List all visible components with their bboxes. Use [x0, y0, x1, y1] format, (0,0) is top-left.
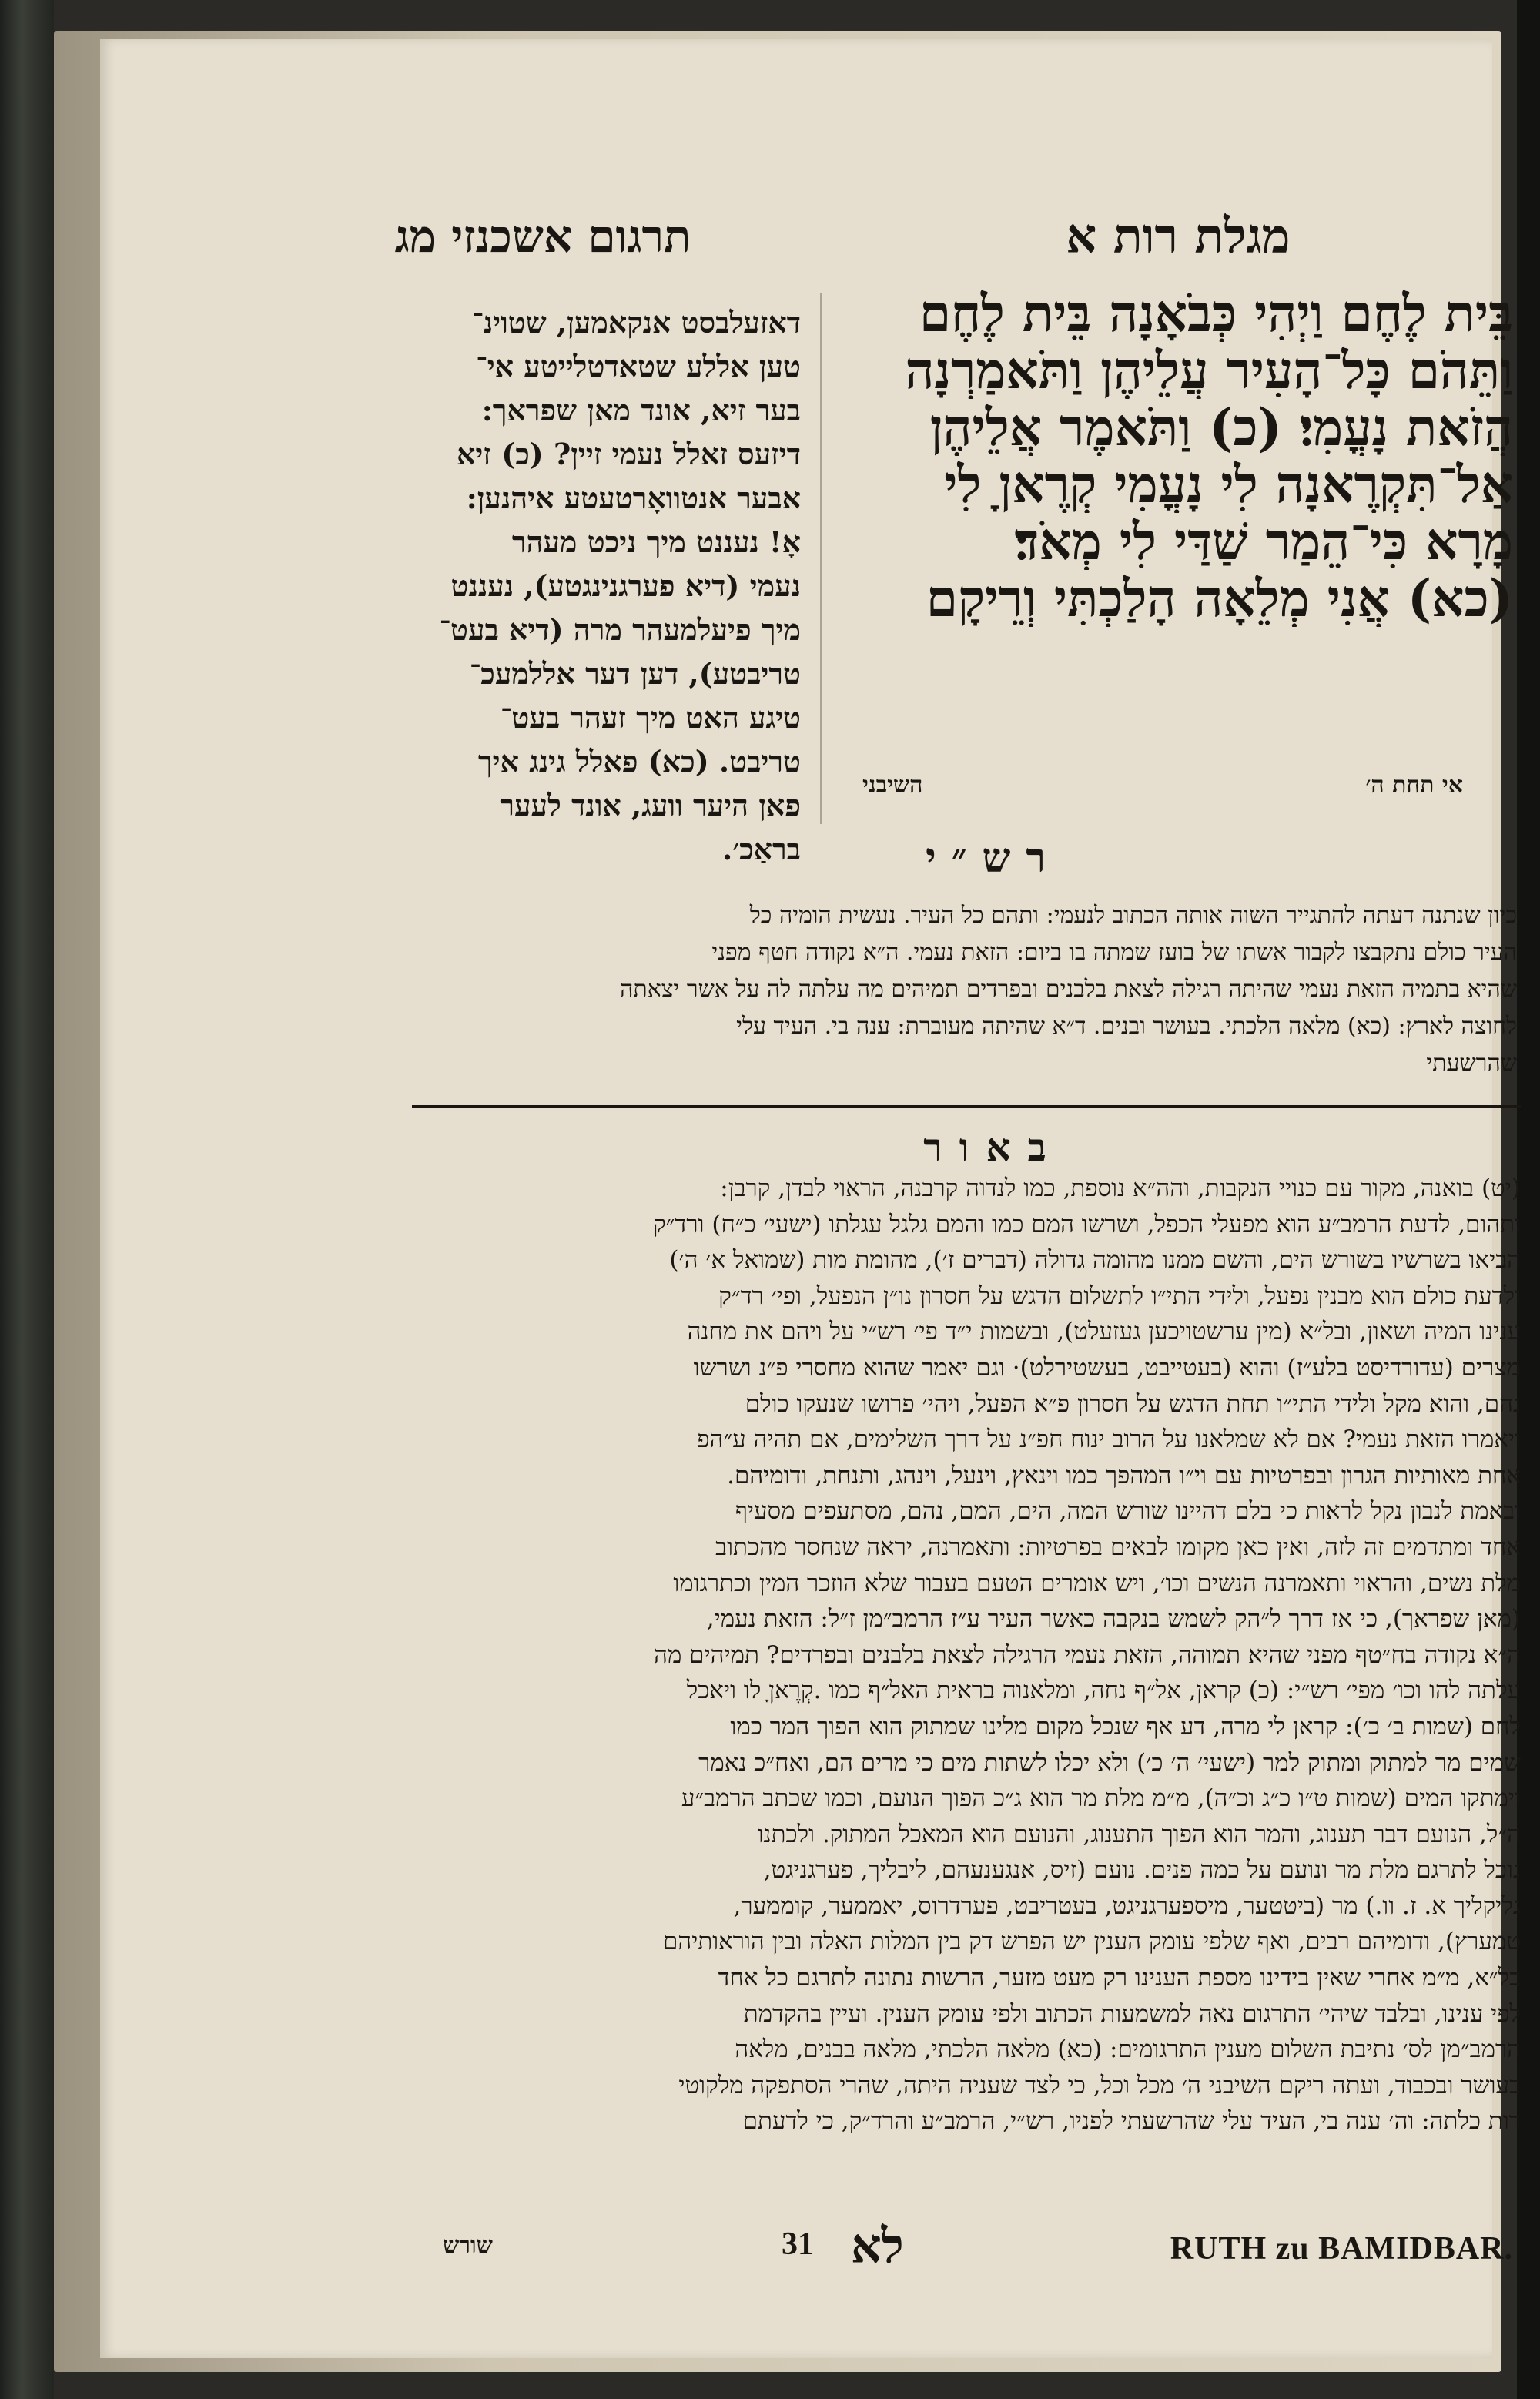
- targum-line: בראַכ׳.: [722, 832, 801, 866]
- catchword: שורש: [443, 2232, 493, 2259]
- biur-line: ה״ל, הנועם דבר תענוג, והמר הוא הפוך התענוג, והנועם הוא המאכל המתוק. ולכתנו: [757, 1820, 1521, 1848]
- rashi-line: שהרשעתי: [1426, 1050, 1517, 1077]
- page-number: 31: [782, 2226, 814, 2262]
- targum-line: טען אללע שטאדטלייטע אי־: [476, 349, 801, 384]
- biur-line: מלת נשים, והראוי ותאמרנה הנשים וכו׳, ויש אומרים הטעם בעבור שלא הוזכר המין וכתרגומו: [673, 1569, 1521, 1597]
- biur-line: ובאמת לנבון נקל לראות כי בלם דהיינו שורש המה, הים, המם, נהם, מסתעפים מסעיף: [735, 1497, 1521, 1526]
- biur-line: אחת מאותיות הגרון ובפרטיות עם וי״ו המהפך כמו וינאץ, וינעל, וינהג, ותנחת, ודומיהם.: [727, 1461, 1521, 1489]
- biur-line: ענינו המיה ושאון, ובל״א (מין ערשטויכען געזעלט), ובשמות י״ד פי׳ רש״י על ויהם את מחנה: [687, 1318, 1521, 1346]
- biur-line: (מאן שפראך), כי אז דרך ל״הק לשמש בנקבה כאשר העיר ע״ז הרמב״מן ז״ל: הזאת נעמי,: [706, 1605, 1521, 1633]
- targum-line: אבער אנטוואָרטעטע איהנען:: [466, 481, 801, 515]
- targum-line: טיגע האט מיך זעהר בעט־: [500, 700, 801, 735]
- biur-line: ה״א נקודה בח״טף מפני שהיא תמוהה, הזאת נעמי הרגילה לצאת בלבנים ובפרדים? תמיהים מה: [654, 1640, 1521, 1669]
- biur-commentary: [412, 1171, 1521, 2218]
- book-binding: [0, 0, 54, 2399]
- verse-line: (כא) אֲנִי מְלֵאָה הָלַכְתִּי וְרֵיקָם: [926, 570, 1513, 627]
- page-number-hebrew: לא: [851, 2218, 904, 2274]
- biur-line: גליקליך א. ז. וו.) מר (ביטטער, מיספערגניגט, בעטריבט, פערדרוס, יאממער, קוממער,: [733, 1891, 1521, 1920]
- biur-line: ולדעת כולם הוא מבנין נפעל, ולידי התי״ו לתשלום הדגש על חסרון נו״ן הנפעל, ופי׳ רד״ק: [718, 1282, 1521, 1310]
- book-page: [100, 39, 1521, 2358]
- targum-line: אָ! נעננט מיך ניכט מעהר: [511, 524, 801, 559]
- biur-line: הרמב״מן לס׳ נתיבת השלום מענין התרגומים: (כא) מלאה הלכתי, מלאה בבנים, מלאה: [735, 2035, 1521, 2064]
- biur-line: טמערץ), ודומיהם רבים, ואף שלפי עומק הענין יש הפרש דק בין המלות האלה ובין הוראותיהם: [663, 1928, 1521, 1956]
- targum-header: תרגום אשכנזי מג: [394, 210, 691, 263]
- rashi-line: לחוצה לארץ: (כא) מלאה הלכתי. בעושר ובנים. ד״א שהיתה מעוברת: ענה בי. העיד עלי: [736, 1013, 1517, 1040]
- targum-line: מיך פיעלמעהר מרה (דיא בעט־: [439, 612, 801, 647]
- biur-line: הביאו בשרשיו בשורש הים, והשם ממנו מהומה גדולה (דברים ז׳), מהומת מות (שמואל א׳ ה׳): [669, 1246, 1521, 1275]
- targum-line: דיזעס זאלל נעמי זיין? (כ) זיא: [457, 437, 801, 471]
- biur-line: בל״א, מ״מ אחרי שאין בידינו מספת הענינו רק מעט מזער, הרשות נתונה לתרגם כל אחד: [718, 1964, 1521, 1992]
- rashi-line: שהיא בתמיה הזאת נעמי שהיתה רגילה לצאת בלבנים ובפרדים תמיהים מה עלתה לה על אשר יצאתה: [620, 976, 1517, 1003]
- biur-line: מצרים (עדורדיסט בלע״ז) והוא (בעטייבט, בעשטירלט)· וגם יאמר שהוא מחסרי פ״נ ושרשו: [693, 1353, 1521, 1382]
- footnote-left: השיבני: [862, 772, 923, 799]
- biur-line: ותהום, לדעת הרמב״ע הוא מפעלי הכפל, ושרשו המם כמו והמם גלגל עגלתו (ישעי׳ כ״ח) ורד״ק: [653, 1210, 1521, 1238]
- biur-line: אחד ומתדמים זה לזה, ואין כאן מקומו לבאים בפרטיות: ותאמרנה, יראה שנחסר מהכתוב: [715, 1533, 1521, 1561]
- biur-heading: באור: [923, 1124, 1063, 1170]
- page-footer: [412, 2218, 1521, 2274]
- biur-line: (יט) בואנה, מקור עם כנויי הנקבות, והה״א נוספת, כמו לנדוה קרבנה, הראוי לבדן, קרבן:: [720, 1174, 1521, 1202]
- verse-line: הֲזֹאת נָעֳמִי׃ (כ) וַתֹּאמֶר אֲלֵיהֶן: [929, 399, 1513, 456]
- biur-line: נוכל לתרגם מלת מר ונועם על כמה פנים. נועם (זיס, אנגענעהם, ליבליך, פערגניגט,: [763, 1856, 1521, 1885]
- biur-line: בעושר ובכבוד, ועתה ריקם השיבני ה׳ מכל וכל, כי לצד שעניה היתה, שהרי הסתפקה מלקוטי: [678, 2071, 1521, 2099]
- verse-line: אַל־תִּקְרֶאנָה לִי נָעֳמִי קְרֶאןָ לִי: [944, 456, 1513, 513]
- biur-line: נהם, והוא מקל ולידי התי״ו תחת הדגש על חסרון פ״א הפעל, ויהי׳ פרושו שנעקו כולם: [745, 1389, 1521, 1418]
- verse-line: מָרָא כִּי־הֵמַר שַׁדַּי לִי מְאֹד׃: [1014, 513, 1513, 570]
- biur-line: שמים מר למתוק ומתוק למר (ישעי׳ ה׳ כ׳) ולא יכלו לשתות מים כי מרים הם, ואח״כ נאמר: [698, 1748, 1521, 1777]
- rashi-line: העיר כולם נתקבצו לקבור אשתו של בועז שמתה בו ביום: הזאת נעמי. ה״א נקודה חטף מפני: [711, 939, 1517, 966]
- verse-footnotes: [862, 766, 1494, 805]
- biur-line: עלתה להו וכו׳ מפי׳ רש״י: (כ) קראן, אל״ף נחה, ומלאנוה בראית האל״ף כמו .קְרֶאןָ לו ויאכל: [686, 1677, 1521, 1705]
- targum-line: בער זיא, אונד מאן שפראך:: [481, 393, 801, 427]
- biur-line: לפי ענינו, ובלבד שיהי׳ התרגום נאה למשמעות הכתוב ולפי עומק הענין. ועיין בהקדמת: [743, 1999, 1521, 2028]
- rashi-commentary: [416, 897, 1517, 1090]
- targum-line: נעמי (דיא פערגנינגטע), נעננט: [450, 568, 801, 603]
- scripture-verse-block: [835, 285, 1513, 747]
- verse-line: וַתֵּהֹם כָּל־הָעִיר עֲלֵיהֶן וַתֹּאמַרְנָה: [905, 342, 1513, 399]
- biur-line: רות כלתה: וה׳ ענה בי, העיד עלי שהרשעתי לפניו, רש״י, הרמב״ע והרד״ק, כי לדעתם: [742, 2107, 1521, 2136]
- rashi-heading: רש״י: [926, 835, 1061, 882]
- targum-line: טריבט. (כא) פאלל גינג איך: [478, 744, 801, 779]
- section-divider: [412, 1105, 1521, 1108]
- targum-line: פאן היער וועג, אונד לעער: [500, 788, 801, 823]
- running-title: RUTH zu BAMIDBAR.: [1170, 2231, 1513, 2267]
- targum-column: [400, 300, 801, 866]
- column-divider: [820, 293, 822, 824]
- page-header-title: מגלת רות א: [1066, 208, 1291, 264]
- footnote-right: אי תחת ה׳: [1365, 772, 1463, 799]
- verse-line: בֵּית לֶחֶם וַיְהִי כְּבֹאָנָה בֵּית לֶחֶם: [919, 285, 1513, 342]
- rashi-line: כיון שנתנה דעתה להתגייר השוה אותה הכתוב לנעמי: ותהם כל העיר. נעשית הומיה כל: [749, 902, 1517, 929]
- targum-line: טריבטע), דען דער אללמעכ־: [469, 656, 801, 691]
- biur-line: ויאמרו הזאת נעמי? אם לא שמלאנו על הרוב ינוח חפ״נ על דרך השלימים, אם תהיה ע״הפ: [697, 1426, 1521, 1454]
- biur-line: וימתקו המים (שמות ט״ו כ״ג וכ״ה), מ״מ מלת מר הוא ג״כ הפוך הנועם, וכמו שכתב הרמב״ע: [681, 1784, 1521, 1813]
- biur-line: לחם (שמות ב׳ כ׳): קראן לי מרה, דע אף שנכל מקום מלינו שמתוק הוא הפוך המר כמו: [730, 1712, 1521, 1741]
- targum-line: דאזעלבסט אנקאמען, שטוינ־: [472, 305, 801, 340]
